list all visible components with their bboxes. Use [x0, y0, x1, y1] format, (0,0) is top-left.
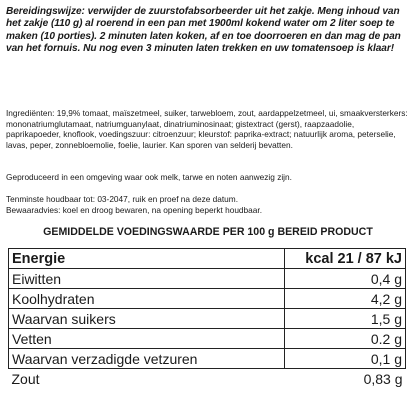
storage-info: [6, 194, 408, 215]
nutrition-value: 0.2 g: [285, 329, 406, 349]
nutrition-label: Vetten: [9, 329, 285, 349]
nutrition-label: Waarvan verzadigde vetzuren: [9, 349, 285, 369]
preparation-instructions: Bereidingswijze: verwijder de zuurstofabsorbeerder uit het zakje. Meng inhoud van het zakje (110 g) al roerend in een pan met 1900ml kokend water om 2 liter soep te maken (10 porties). 2 minuten laten koken, af en toe doorroeren en dan mag de pan van het fornuis. Nu nog even 3 minuten laten trekken en uw tomatensoep is klaar!: [6, 6, 401, 55]
nutrition-label: Eiwitten: [9, 269, 285, 289]
best-before: Tenminste houdbaar tot: 03-2047, ruik en proef na deze datum.: [6, 194, 239, 204]
nutrition-value: 1,5 g: [285, 309, 406, 329]
nutrition-value: kcal 21 / 87 kJ: [285, 249, 406, 269]
nutrition-value: 0,1 g: [285, 349, 406, 369]
nutrition-label: Waarvan suikers: [9, 309, 285, 329]
nutrition-table: [8, 248, 406, 388]
nutrition-row-carbohydrates: [9, 289, 406, 309]
nutrition-label: Zout: [11, 370, 40, 387]
nutrition-row-protein: [9, 269, 406, 289]
nutrition-row-energy: [9, 249, 406, 269]
ingredients-list: Ingrediënten: 19,9% tomaat, maïszetmeel, suiker, tarwebloem, zout, aardappelzetmeel, ui, smaakversterkers: mononatriumglutamaat, natriumguanylaat, dinatriuminosinaat; gistextract (gerst), raapzaadolie, paprikapoeder, knoflook, voedingszuur: citroenzuur; kleurstof: paprika-extract; natuurlijk aroma, peterselie, lavas, peper, zonnebloemolie, foelie, laurier. Kan sporen van selderij bevatten.: [6, 108, 408, 150]
nutrition-row-sugars: [9, 309, 406, 329]
nutrition-label: Koolhydraten: [9, 289, 285, 309]
allergen-notice: Geproduceerd in een omgeving waar ook melk, tarwe en noten aanwezig zijn.: [6, 172, 292, 182]
nutrition-value: 0,4 g: [285, 269, 406, 289]
nutrition-value: 0,83 g: [363, 370, 403, 387]
nutrition-row-salt: [9, 369, 406, 389]
storage-advice: Bewaaradvies: koel en droog bewaren, na opening beperkt houdbaar.: [6, 204, 263, 215]
nutrition-label: Energie: [9, 249, 285, 269]
nutrition-row-saturated-fat: [9, 349, 406, 369]
nutrition-heading: GEMIDDELDE VOEDINGSWAARDE PER 100 g BEREID PRODUCT: [43, 226, 373, 238]
nutrition-value: 4,2 g: [285, 289, 406, 309]
nutrition-row-fat: [9, 329, 406, 349]
